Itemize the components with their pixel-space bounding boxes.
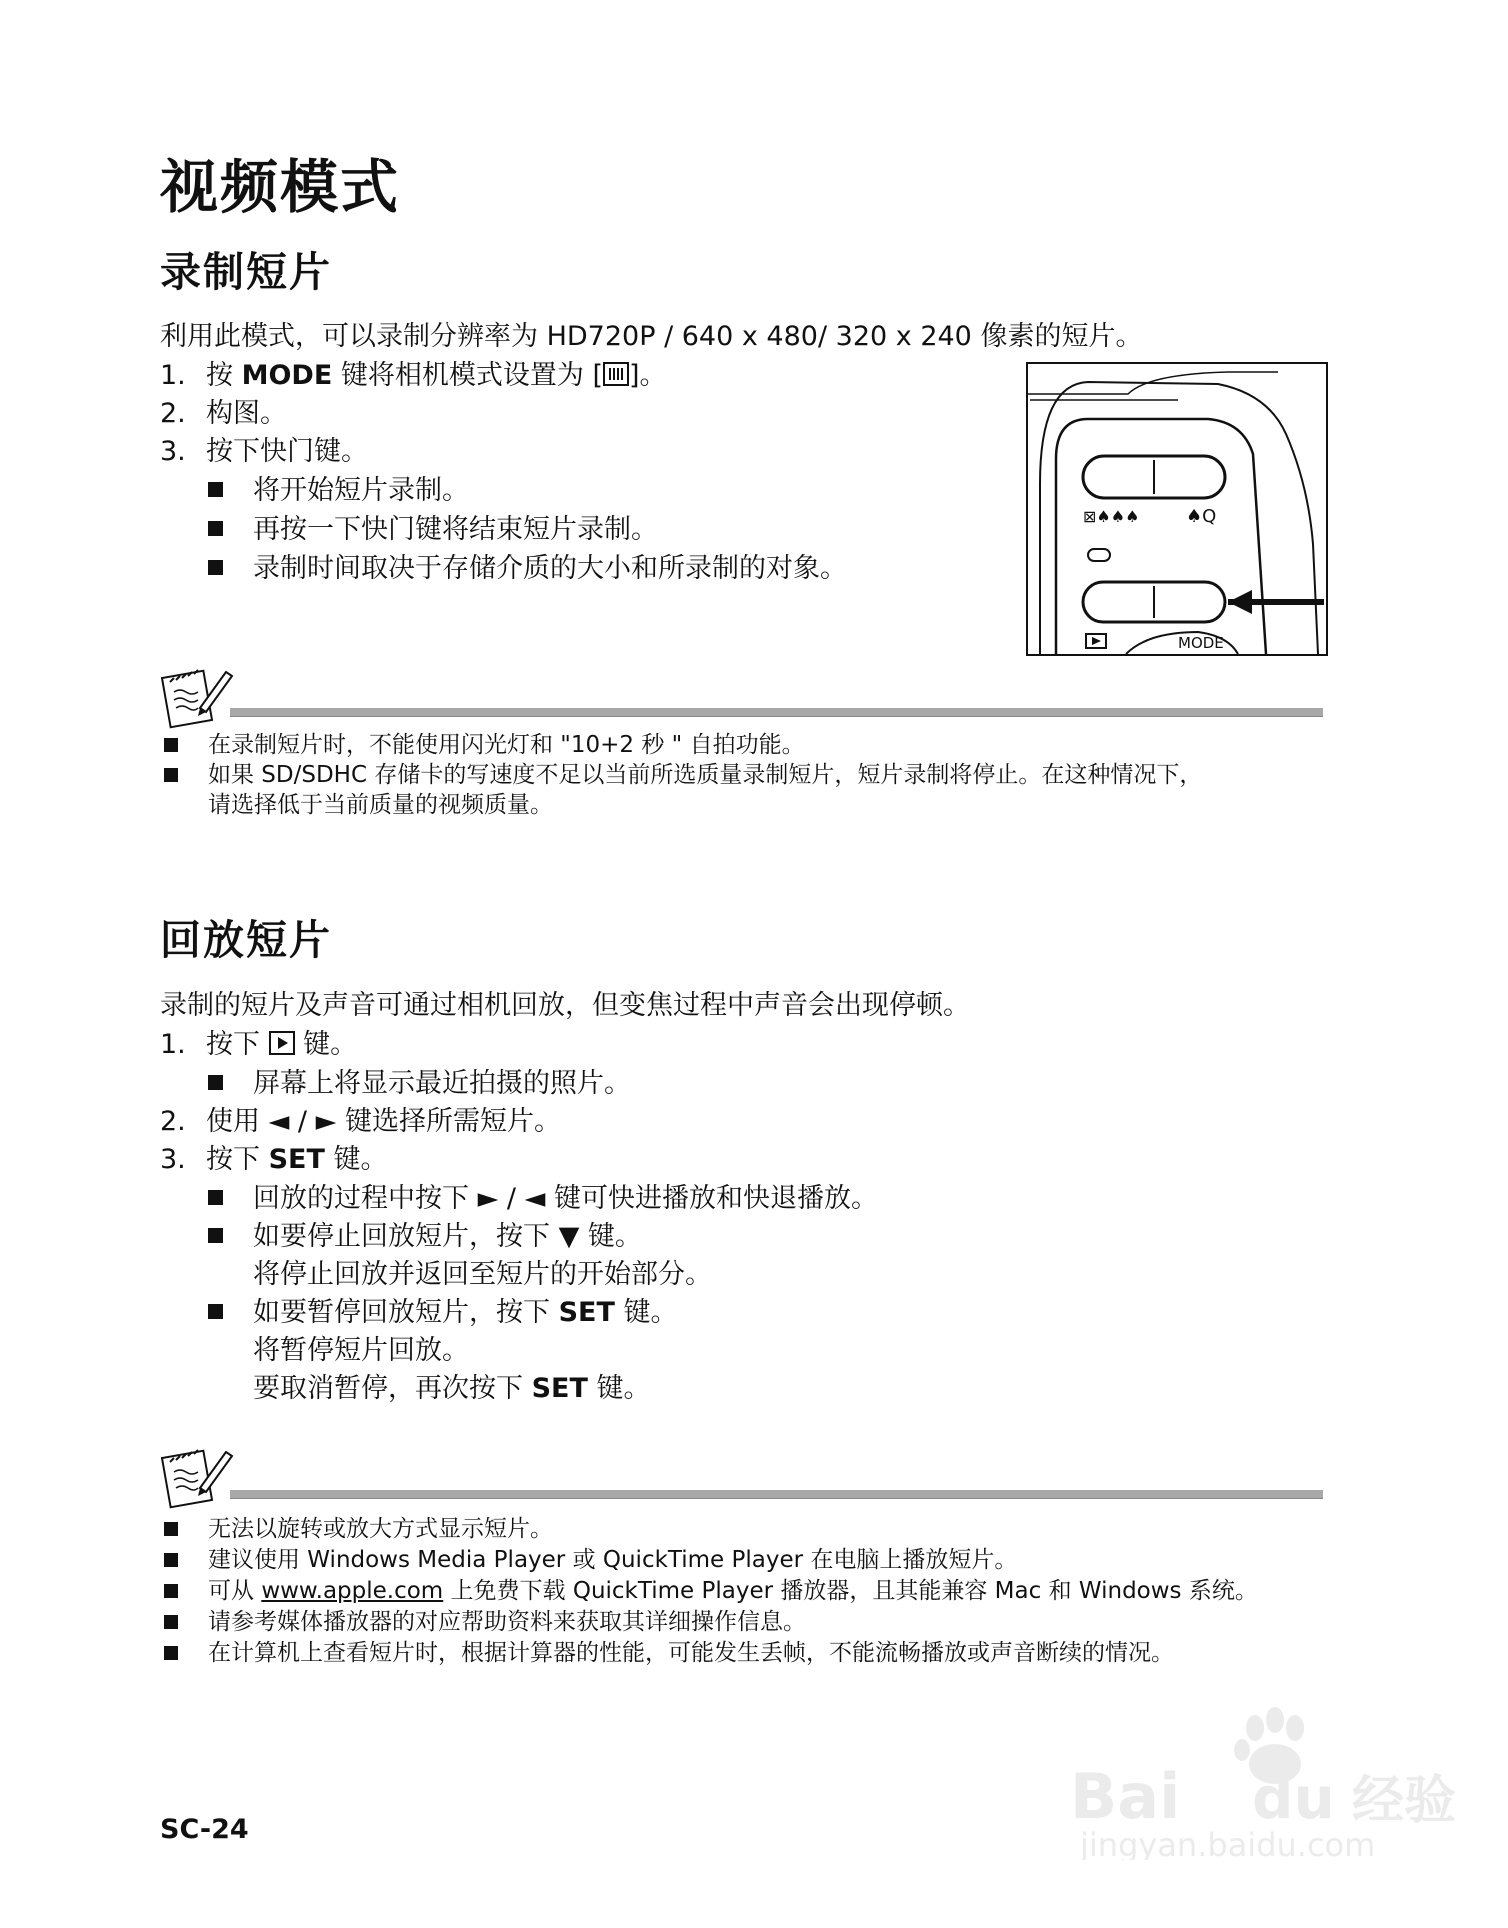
bullet-icon (164, 1615, 178, 1629)
playback-sub-3-cont-2: 要取消暂停，再次按下 SET 键。 (253, 1373, 651, 1404)
bullet-icon (208, 482, 223, 497)
playback-sub-1: 回放的过程中按下 ► / ◄ 键可快进播放和快退播放。 (208, 1185, 878, 1212)
bullet-icon (208, 1190, 223, 1205)
bullet-icon (208, 521, 223, 536)
svg-text:♠Q: ♠Q (1186, 506, 1217, 527)
step-number: 1. (160, 1029, 186, 1060)
step-text: 按下快门键。 (206, 436, 368, 467)
note-divider (230, 1490, 1323, 1499)
page-title: 视频模式 (160, 153, 401, 221)
record-step-1 (160, 362, 667, 389)
bullet-icon (164, 768, 178, 782)
record-intro: 利用此模式，可以录制分辨率为 HD720P / 640 x 480/ 320 x 240 像素的短片。 (160, 321, 1143, 352)
record-sub-2: 再按一下快门键将结束短片录制。 (208, 516, 658, 543)
playback-sub-3: 如要暂停回放短片，按下 SET 键。 (208, 1299, 678, 1326)
section-title-record: 录制短片 (160, 248, 332, 296)
playback-intro: 录制的短片及声音可通过相机回放，但变焦过程中声音会出现停顿。 (160, 990, 970, 1021)
set-key-label: SET (268, 1144, 325, 1175)
playback-step-3: 3. 按下 SET 键。 (160, 1144, 388, 1175)
bullet-icon (164, 1553, 178, 1567)
step-text: 按 (206, 360, 242, 391)
section-title-playback: 回放短片 (160, 916, 332, 964)
playback-sub-3-cont-1: 将暂停短片回放。 (253, 1335, 469, 1366)
note-icon (160, 1440, 235, 1510)
bullet-icon (208, 1304, 223, 1319)
step-number: 1. (160, 360, 186, 391)
svg-text:⊠♠♠♠: ⊠♠♠♠ (1083, 507, 1140, 526)
step-text: ]。 (628, 360, 667, 391)
note2-item-1: 无法以旋转或放大方式显示短片。 (208, 1516, 553, 1542)
mode-key-label: MODE (241, 360, 333, 391)
step-text: 键将相机模式设置为 [ (332, 360, 603, 391)
note-icon (160, 660, 235, 730)
step-number: 3. (160, 1144, 186, 1175)
play-icon (269, 1031, 295, 1055)
svg-text:经验: 经验 (1352, 1771, 1457, 1831)
record-step-3 (160, 438, 368, 465)
record-sub-3: 录制时间取决于存储介质的大小和所录制的对象。 (208, 555, 847, 582)
step-number: 2. (160, 1106, 186, 1137)
apple-link[interactable]: www.apple.com (261, 1578, 444, 1604)
playback-sub-2-cont: 将停止回放并返回至短片的开始部分。 (253, 1259, 712, 1290)
playback-step-2: 2. 使用 ◄ / ► 键选择所需短片。 (160, 1106, 561, 1137)
note-divider (230, 708, 1323, 717)
movie-mode-icon (603, 362, 629, 386)
bullet-icon (164, 1584, 178, 1598)
bullet-icon (208, 560, 223, 575)
page-number: SC-24 (160, 1814, 249, 1845)
baidu-logo-icon (1070, 1700, 1470, 1860)
bullet-icon (164, 1522, 178, 1536)
note2-item-3: 可从 www.apple.com 上免费下载 QuickTime Player 播放器，且其能兼容 Mac 和 Windows 系统。 (208, 1578, 1258, 1604)
note1-item-1: 在录制短片时，不能使用闪光灯和 "10+2 秒 " 自拍功能。 (208, 732, 805, 758)
note1-item-2-cont: 请选择低于当前质量的视频质量。 (208, 792, 553, 818)
step-number: 3. (160, 436, 186, 467)
step-text: 构图。 (206, 398, 287, 429)
note1-item-2: 如果 SD/SDHC 存储卡的写速度不足以当前所选质量录制短片，短片录制将停止。在这种情况下， (208, 762, 1203, 788)
bullet-icon (208, 1075, 223, 1090)
svg-text:du: du (1252, 1764, 1335, 1832)
record-step-2 (160, 400, 287, 427)
step-number: 2. (160, 398, 186, 429)
playback-step-1-sub: 屏幕上将显示最近拍摄的照片。 (208, 1070, 631, 1097)
note2-item-4: 请参考媒体播放器的对应帮助资料来获取其详细操作信息。 (208, 1609, 806, 1635)
baidu-watermark (1070, 1700, 1470, 1860)
camera-drawing (1028, 364, 1326, 654)
watermark-url: jingyan.baidu.com (1080, 1826, 1376, 1860)
playback-sub-2: 如要停止回放短片，按下 ▼ 键。 (208, 1223, 642, 1250)
bullet-icon (164, 1646, 178, 1660)
note2-item-5: 在计算机上查看短片时，根据计算器的性能，可能发生丢帧，不能流畅播放或声音断续的情况。 (208, 1640, 1174, 1666)
record-sub-1: 将开始短片录制。 (208, 477, 469, 504)
mode-label: MODE (1178, 634, 1224, 652)
bullet-icon (164, 738, 178, 752)
bullet-icon (208, 1228, 223, 1243)
camera-illustration (1026, 362, 1328, 656)
note2-item-2: 建议使用 Windows Media Player 或 QuickTime Player 在电脑上播放短片。 (208, 1547, 1018, 1573)
playback-step-1: 1. 按下 键。 (160, 1029, 358, 1060)
svg-text:Bai: Bai (1070, 1760, 1181, 1833)
